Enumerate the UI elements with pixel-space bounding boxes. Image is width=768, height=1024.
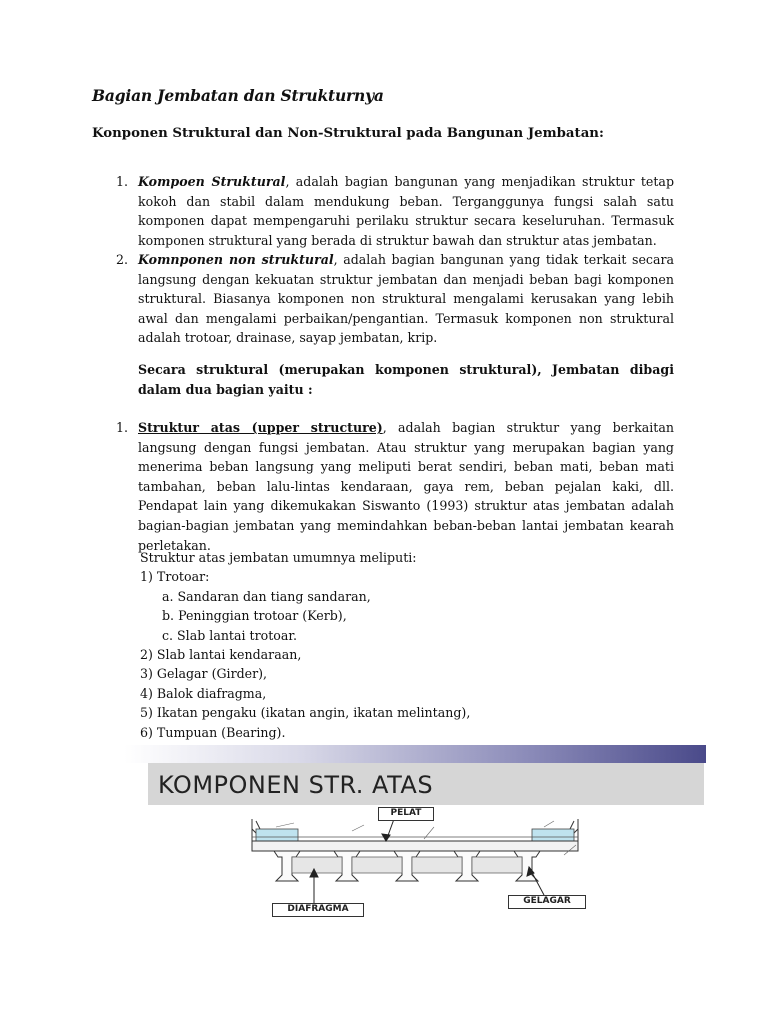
list-item-non-structural [138, 250, 674, 348]
list-subitem: a. Sandaran dan tiang sandaran, [162, 588, 371, 604]
page-title: Bagian Jembatan dan Strukturnya [92, 86, 384, 105]
list-item: 5) Ikatan pengaku (ikatan angin, ikatan melintang), [140, 705, 471, 721]
label-gelagar: GELAGAR [508, 895, 586, 909]
section-subtitle: Konponen Struktural dan Non-Struktural pada Bangunan Jembatan: [92, 126, 604, 141]
list-item: 3) Gelagar (Girder), [140, 666, 268, 682]
bridge-cross-section-drawing [124, 745, 706, 955]
list-item-structural [138, 172, 674, 250]
list-item: 1) Trotoar: [140, 569, 210, 585]
label-pelat: PELAT [378, 807, 434, 821]
list-number: 1. [116, 420, 129, 435]
term-structural: Kompoen Struktural [138, 174, 286, 189]
list-subitem: b. Peninggian trotoar (Kerb), [162, 608, 347, 624]
list-item: 6) Tumpuan (Bearing). [140, 724, 286, 740]
figure-title: KOMPONEN STR. ATAS [158, 771, 434, 799]
item-text: , adalah bagian struktur yang berkaitan langsung dengan fungsi jembatan. Atau struktur yang merupakan bagian yang menerima beban langsung yang meliputi berat sendiri, beban mati, beban mati tambahan, beban lalu-lintas kendaraan, gaya rem, beban pejalan kaki, dll. Pendapat lain yang dikemukakan Siswanto (1993) struktur atas jembatan adalah bagian-bagian jembatan yang memindahkan beban-beban lantai jembatan kearah perletakan. [138, 420, 674, 553]
term-non-structural: Komnponen non struktural [138, 252, 334, 267]
deck-slab [252, 841, 578, 851]
list-number: 1. [116, 174, 129, 189]
list-item-upper-structure [138, 418, 674, 555]
term-upper-structure: Struktur atas (upper structure) [138, 420, 383, 435]
list-number: 2. [116, 252, 129, 267]
list-item: 4) Balok diafragma, [140, 685, 267, 701]
list-subitem: c. Slab lantai trotoar. [162, 627, 297, 643]
upper-structure-list [140, 548, 470, 742]
item-text: , adalah bagian bangunan yang menjadikan struktur tetap kokoh dan stabil dalam mendukung beban. Terganggunya fungsi salah satu komponen dapat mempengaruhi perilaku struktur secara keseluruhan. Termasuk komponen struktural yang berada di struktur bawah dan struktur atas jembatan. [138, 174, 675, 248]
list-item: 2) Slab lantai kendaraan, [140, 647, 302, 663]
bridge-cross-section-figure [124, 745, 706, 955]
sidewalk-right [532, 829, 574, 841]
item-text: , adalah bagian bangunan yang tidak terkait secara langsung dengan kekuatan struktur jembatan dan menjadi beban bagi komponen struktural. Biasanya komponen non struktural mengalami kerusakan yang lebih awal dan mengalami perbaikan/pengantian. Termasuk komponen non struktural adalah trotoar, drainase, sayap jembatan, krip. [138, 252, 674, 346]
sidewalk-left [256, 829, 298, 841]
list-intro: Struktur atas jembatan umumnya meliputi: [140, 550, 417, 565]
bold-paragraph: Secara struktural (merupakan komponen struktural), Jembatan dibagi dalam dua bagian yaitu : [138, 362, 674, 397]
label-diafragma: DIAFRAGMA [272, 903, 364, 917]
